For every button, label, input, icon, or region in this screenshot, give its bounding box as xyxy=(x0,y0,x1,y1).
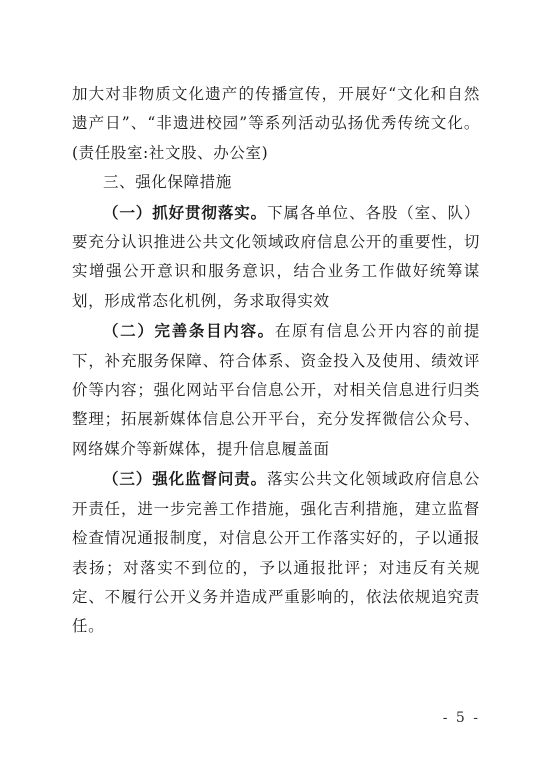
item-paragraph-3 xyxy=(72,464,480,641)
item-title-2: （二）完善条目内容。 xyxy=(103,321,275,341)
item-body-2: 在原有信息公开内容的前提下，补充服务保障、符合体系、资金投入及使用、绩效评价等内容；强化网站平台信息公开，对相关信息进行归类整理；拓展新媒体信息公开平台，充分发挥微信公众号、网络媒介等新媒体，提升信息履盖面 xyxy=(72,322,480,458)
intro-paragraph: 加大对非物质文化遗产的传播宣传，开展好“文化和自然遗产日”、“非遗进校园”等系列活动弘扬优秀传统文化。(责任股室:社文股、办公室) xyxy=(72,85,480,162)
document-body xyxy=(72,80,480,642)
item-title-3: （三）强化监督问责。 xyxy=(103,469,268,489)
item-paragraph-2 xyxy=(72,316,480,464)
section-heading: 三、强化保障措施 xyxy=(103,173,232,192)
item-body-3: 落实公共文化领域政府信息公开责任，进一步完善工作措施，强化吉利措施，建立监督检查情况通报制度，对信息公开工作落实好的，子以通报表扬；对落实不到位的，予以通报批评；对违反有关规定、不履行公开义务并造成严重影响的，依法依规追究责任。 xyxy=(72,470,480,636)
page-number: - 5 - xyxy=(442,710,480,726)
item-title-1: （一）抓好贯彻落实。 xyxy=(103,202,268,222)
item-paragraph-1 xyxy=(72,198,480,317)
item-body-1: 下属各单位、各股（室、队）要充分认识推进公共文化领域政府信息公开的重要性，切实增强公开意识和服务意识，结合业务工作做好统筹谋划，形成常态化机例，务求取得实效 xyxy=(72,203,480,310)
